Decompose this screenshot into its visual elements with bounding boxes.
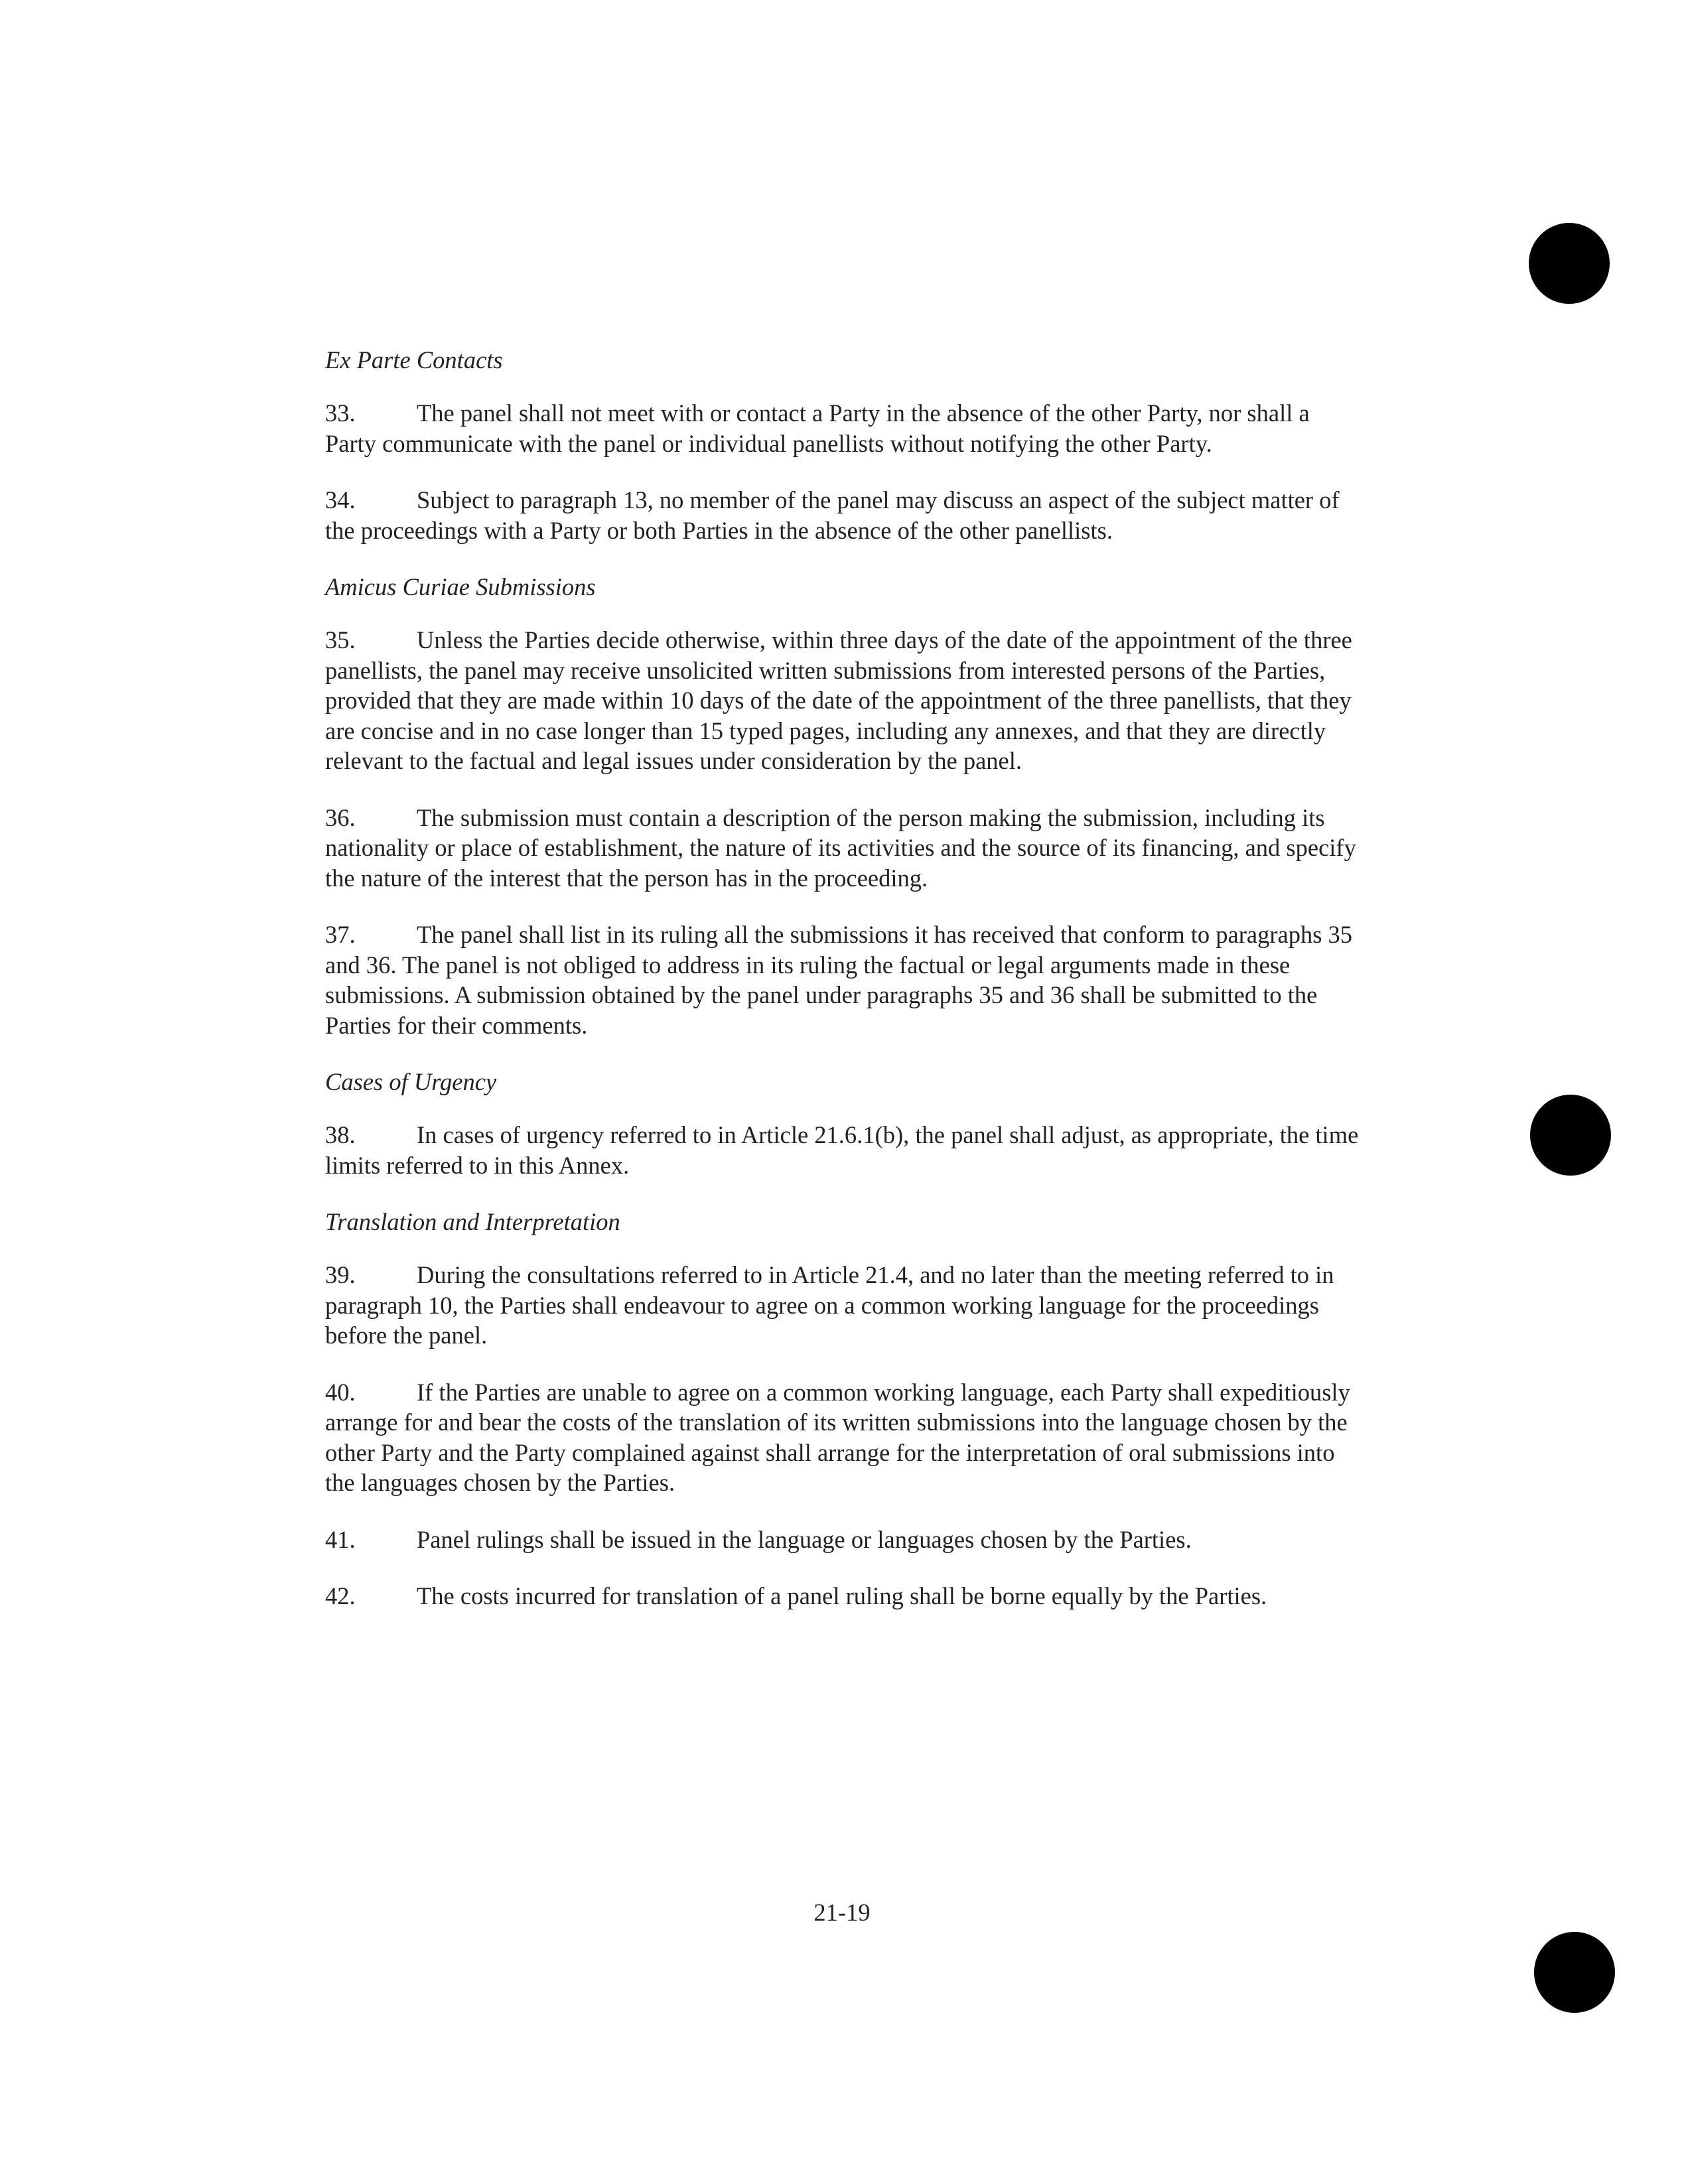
paragraph-text: The panel shall not meet with or contact a Party in the absence of the other Party, nor shall a Party communicate with the panel or individual panellists without notifying the other Party. bbox=[325, 399, 1310, 457]
paragraph-38 bbox=[325, 1120, 1360, 1180]
document-body bbox=[325, 345, 1360, 1638]
paragraph-text: Unless the Parties decide otherwise, within three days of the date of the appointment of the three panellists, the panel may receive unsolicited written submissions from interested persons of the Parties, provided that they are made within 10 days of the date of the appointment of the three panellists, that they are concise and in no case longer than 15 typed pages, including any annexes, and that they are directly relevant to the factual and legal issues under consideration by the panel. bbox=[325, 626, 1352, 774]
paragraph-41 bbox=[325, 1525, 1360, 1555]
section-translation-and-interpretation bbox=[325, 1207, 1360, 1611]
punch-hole-middle bbox=[1530, 1095, 1611, 1176]
paragraph-number: 40. bbox=[325, 1378, 356, 1406]
paragraph-number: 33. bbox=[325, 399, 356, 427]
punch-hole-bottom bbox=[1534, 1932, 1615, 2013]
section-heading: Cases of Urgency bbox=[325, 1068, 497, 1095]
section-cases-of-urgency bbox=[325, 1067, 1360, 1180]
paragraph-text: During the consultations referred to in Article 21.4, and no later than the meeting referred to in paragraph 10, the Parties shall endeavour to agree on a common working language for the proceedings before the panel. bbox=[325, 1261, 1334, 1349]
paragraph-37 bbox=[325, 920, 1360, 1040]
page-number: 21-19 bbox=[813, 1899, 871, 1926]
paragraph-33 bbox=[325, 398, 1360, 458]
paragraph-text: Panel rulings shall be issued in the language or languages chosen by the Parties. bbox=[417, 1525, 1192, 1553]
paragraph-number: 39. bbox=[325, 1261, 356, 1288]
section-heading: Translation and Interpretation bbox=[325, 1208, 620, 1235]
punch-hole-top bbox=[1529, 223, 1610, 304]
paragraph-35 bbox=[325, 625, 1360, 776]
paragraph-text: In cases of urgency referred to in Article 21.6.1(b), the panel shall adjust, as appropriate, the time limits referred to in this Annex. bbox=[325, 1121, 1359, 1179]
paragraph-text: The submission must contain a description of the person making the submission, including its nationality or place of establishment, the nature of its activities and the source of its financing, and specify the nature of the interest that the person has in the proceeding. bbox=[325, 803, 1356, 892]
paragraph-number: 36. bbox=[325, 803, 356, 831]
paragraph-text: If the Parties are unable to agree on a common working language, each Party shall expeditiously arrange for and bear the costs of the translation of its written submissions into the language chosen by the other Party and the Party complained against shall arrange for the interpretation of oral submissions into the languages chosen by the Parties. bbox=[325, 1378, 1350, 1496]
paragraph-text: The panel shall list in its ruling all the submissions it has received that conform to paragraphs 35 and 36. The panel is not obliged to address in its ruling the factual or legal arguments made in these submissions. A submission obtained by the panel under paragraphs 35 and 36 shall be submitted to the Parties for their comments. bbox=[325, 921, 1353, 1039]
paragraph-34 bbox=[325, 485, 1360, 545]
paragraph-number: 42. bbox=[325, 1582, 356, 1609]
paragraph-40 bbox=[325, 1377, 1360, 1498]
paragraph-number: 34. bbox=[325, 486, 356, 513]
section-heading: Ex Parte Contacts bbox=[325, 346, 503, 374]
paragraph-text: The costs incurred for translation of a panel ruling shall be borne equally by the Parties. bbox=[417, 1582, 1267, 1609]
paragraph-text: Subject to paragraph 13, no member of the panel may discuss an aspect of the subject matter of the proceedings with a Party or both Parties in the absence of the other panellists. bbox=[325, 486, 1340, 544]
paragraph-number: 38. bbox=[325, 1121, 356, 1148]
paragraph-number: 41. bbox=[325, 1525, 356, 1553]
paragraph-39 bbox=[325, 1260, 1360, 1351]
section-amicus-curiae-submissions bbox=[325, 572, 1360, 1040]
section-heading: Amicus Curiae Submissions bbox=[325, 573, 596, 600]
section-ex-parte-contacts bbox=[325, 345, 1360, 545]
paragraph-36 bbox=[325, 803, 1360, 894]
paragraph-42 bbox=[325, 1581, 1360, 1611]
paragraph-number: 35. bbox=[325, 626, 356, 653]
paragraph-number: 37. bbox=[325, 921, 356, 948]
